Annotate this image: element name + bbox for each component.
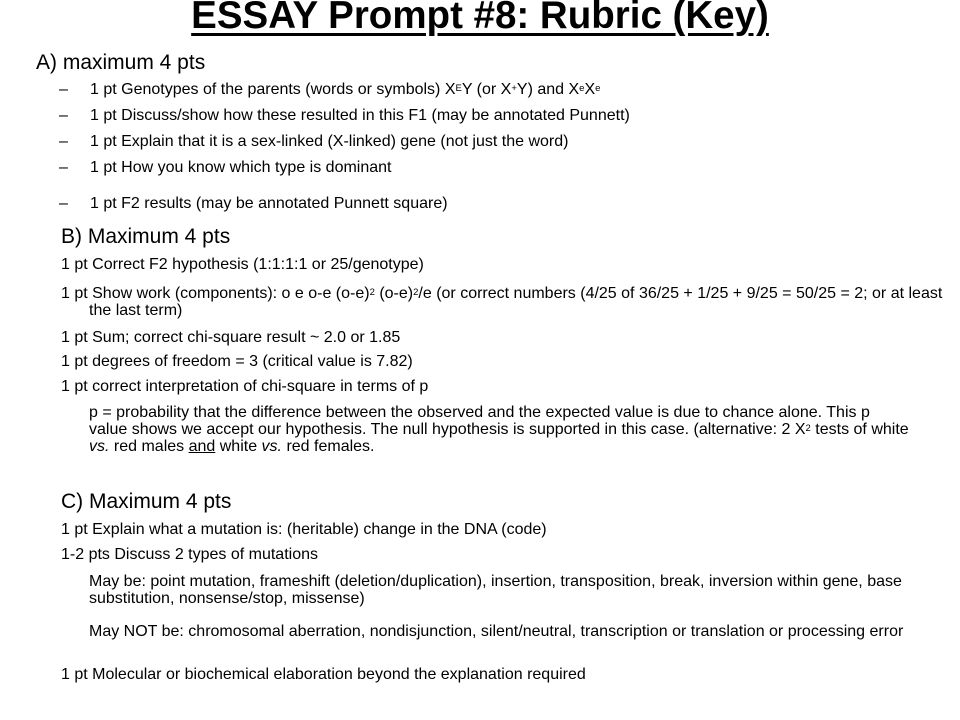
dash-bullet: – (59, 107, 68, 124)
section-c-heading: C) Maximum 4 pts (61, 490, 232, 513)
section-a-item-text: 1 pt Genotypes of the parents (words or symbols) $X^EY$ (or X+Y) and XeXe (90, 81, 601, 98)
section-c-item: 1-2 pts Discuss 2 types of mutations (61, 546, 318, 563)
section-c-item: 1 pt Molecular or biochemical elaboration beyond the explanation required (61, 666, 586, 683)
dash-bullet: – (59, 81, 68, 98)
section-a-item-text: 1 pt F2 results (may be annotated Punnett square) (90, 195, 448, 212)
section-b-item: 1 pt Correct F2 hypothesis (1:1:1:1 or 25/genotype) (61, 256, 424, 273)
section-b-item: 1 pt Sum; correct chi-square result ~ 2.0 or 1.85 (61, 329, 401, 346)
section-a-item-text: 1 pt How you know which type is dominant (90, 159, 392, 176)
dash-bullet: – (59, 159, 68, 176)
section-b-item: 1 pt correct interpretation of chi-square in terms of p (61, 378, 429, 395)
section-a-item-text: 1 pt Explain that it is a sex-linked (X-linked) gene (not just the word) (90, 133, 569, 150)
section-c-item: 1 pt Explain what a mutation is: (heritable) change in the DNA (code) (61, 521, 547, 538)
section-a-item-text: 1 pt Discuss/show how these resulted in this F1 (may be annotated Punnett) (90, 107, 630, 124)
section-c-note: May NOT be: chromosomal aberration, nondisjunction, silent/neutral, transcription or translation or processing error (89, 623, 904, 640)
section-c-note: May be: point mutation, frameshift (deletion/duplication), insertion, transposition, break, inversion within gene, base substitution, nonsense/stop, missense) (89, 573, 902, 607)
section-b-item: 1 pt degrees of freedom = 3 (critical value is 7.82) (61, 353, 413, 370)
slide-title: ESSAY Prompt #8: Rubric (Key) (191, 0, 769, 37)
section-b-note: p = probability that the difference between the observed and the expected value is due to chance alone. This p value shows we accept our hypothesis. The null hypothesis is supported in this case. (alternative: 2 $X^2$ tests of white vs. red males and white vs. red females. (89, 404, 909, 455)
section-a-heading: A) maximum 4 pts (36, 51, 206, 74)
dash-bullet: – (59, 133, 68, 150)
section-b-heading: B) Maximum 4 pts (61, 225, 231, 248)
dash-bullet: – (59, 195, 68, 212)
section-b-item: 1 pt Show work (components): o e o-e $(o-e)^2$ $(o-e)^2/e$ (or correct numbers (4/25 of 36/25 + 1/25 + 9/25 = 50/25 = 2; or at least the last term) (61, 285, 943, 319)
